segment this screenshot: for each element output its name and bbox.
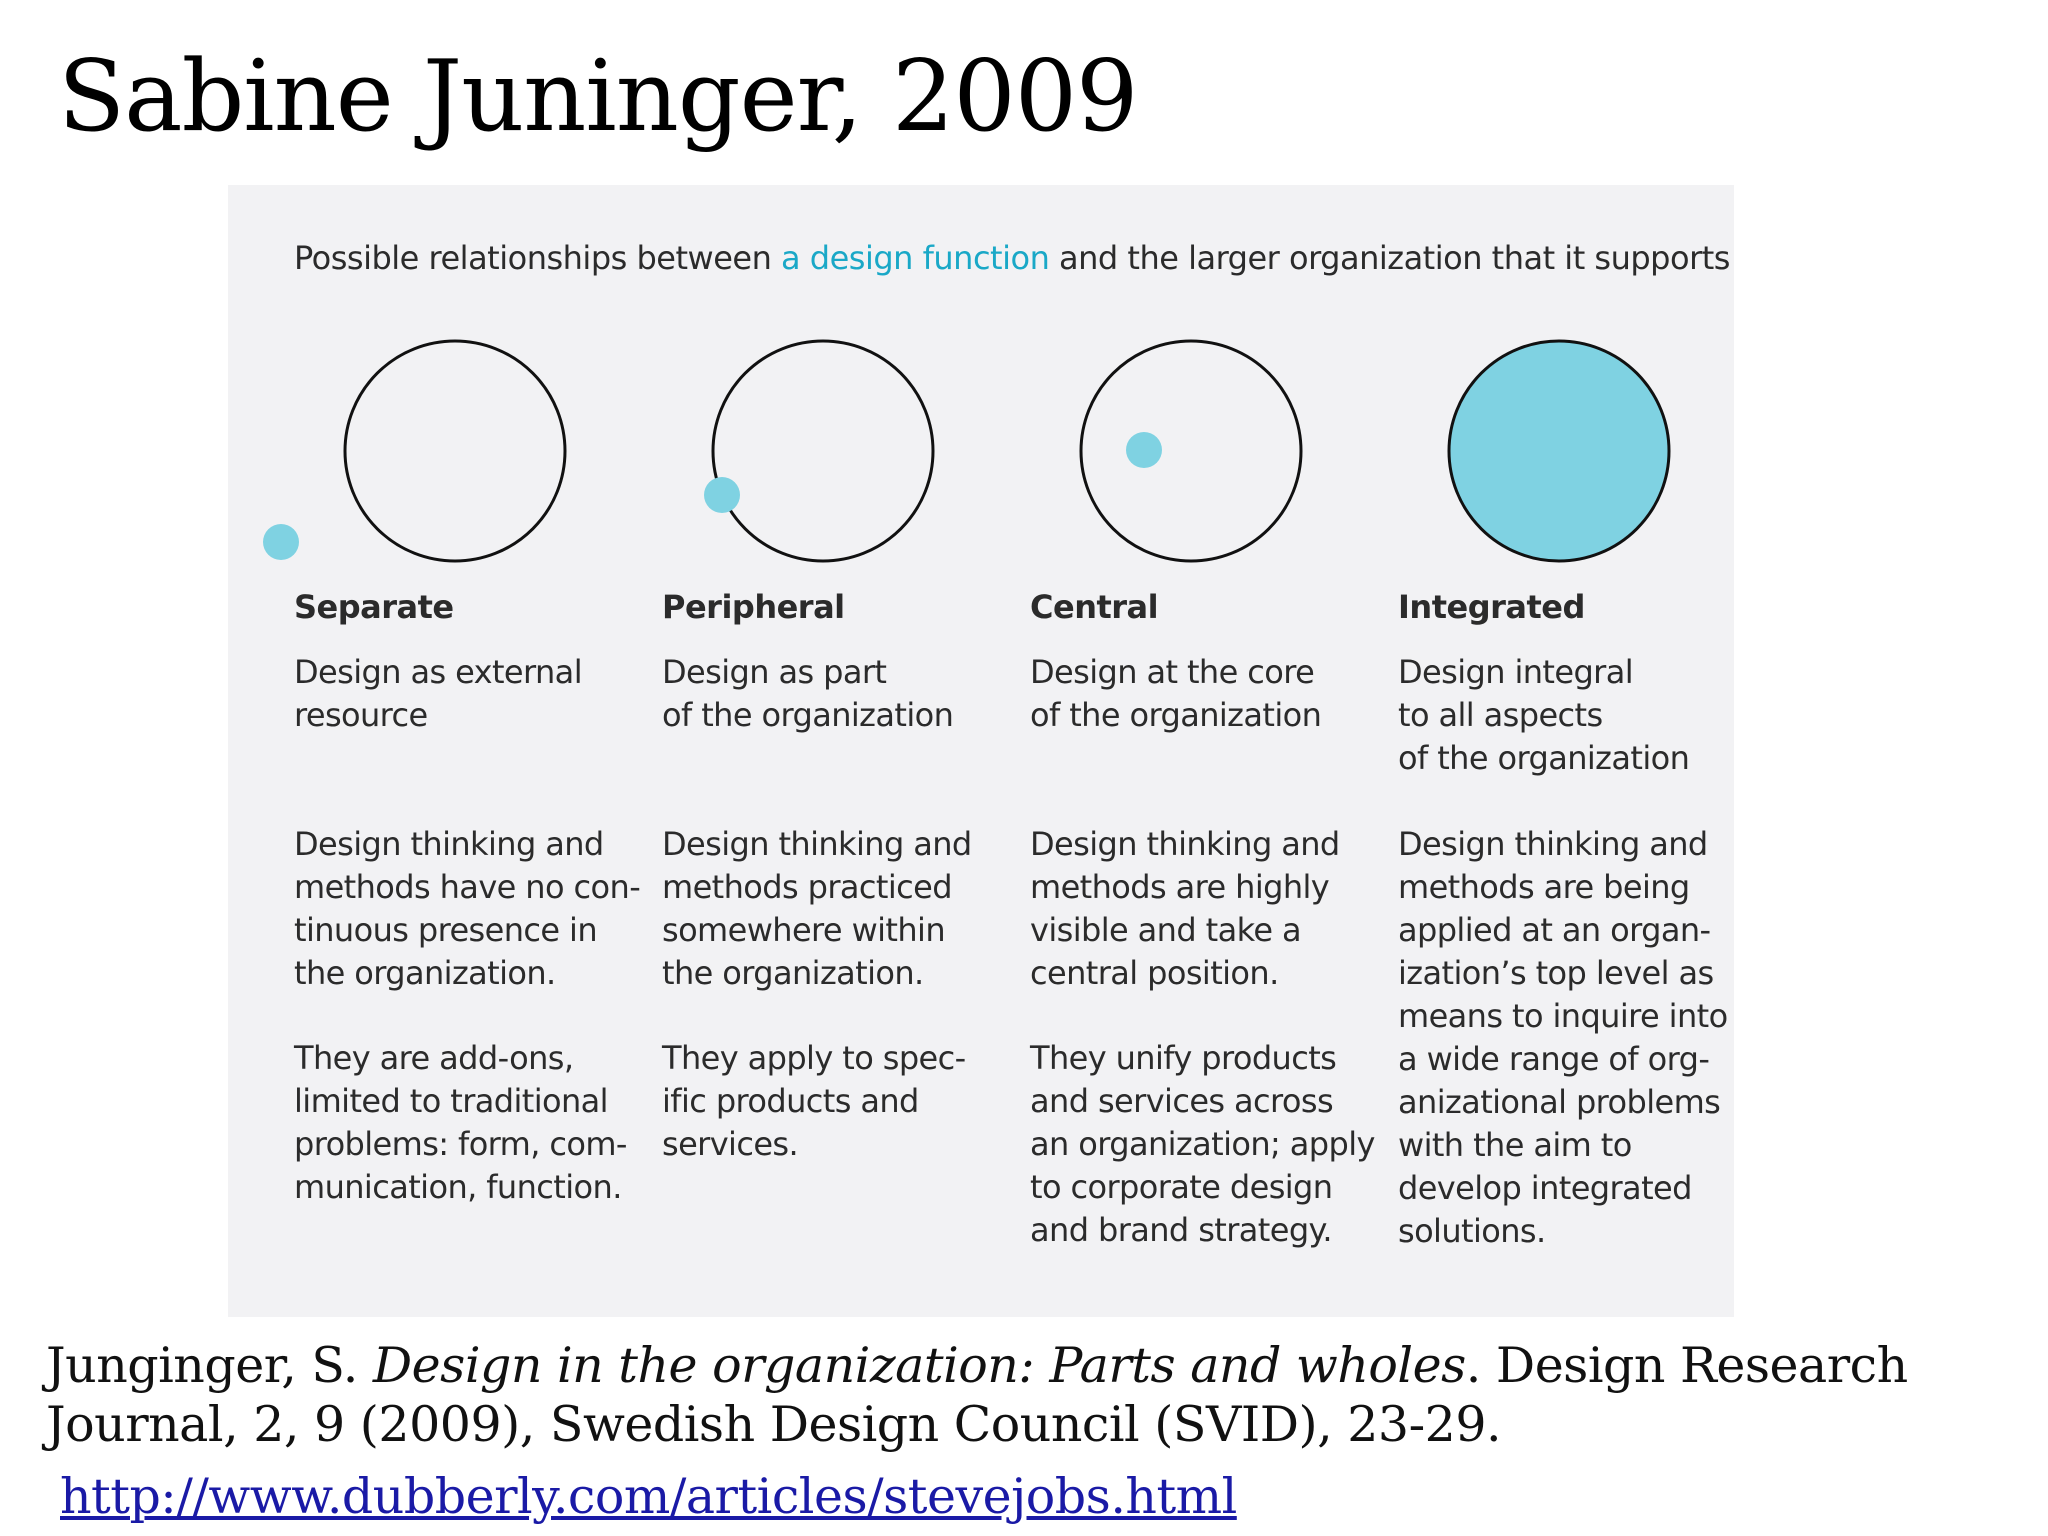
design-dot-separate <box>263 524 299 560</box>
column-role: Design integral to all aspects of the organization <box>1398 653 1690 777</box>
peripheral-diagram <box>704 341 933 561</box>
column-description: Design thinking and methods have no con- tinuous presence in the organization. <box>294 825 641 992</box>
relationship-circles <box>228 185 1734 605</box>
column-title: Separate <box>294 588 454 626</box>
caption-before: Possible relationships between <box>294 239 782 277</box>
design-dot-central <box>1126 432 1162 468</box>
column-description: Design thinking and methods practiced somewhere within the organization. <box>662 825 972 992</box>
column-title: Peripheral <box>662 588 845 626</box>
organization-circle-central <box>1081 341 1301 561</box>
organization-circle-separate <box>345 341 565 561</box>
central-diagram <box>1081 341 1301 561</box>
integrated-diagram <box>1449 341 1669 561</box>
column-role: Design at the core of the organization <box>1030 653 1322 734</box>
column-detail: They apply to spec- ific products and services. <box>662 1039 966 1163</box>
column-title: Central <box>1030 588 1159 626</box>
column-role: Design as external resource <box>294 653 582 734</box>
organization-circle-peripheral <box>713 341 933 561</box>
design-relationship-figure <box>228 185 1734 1317</box>
citation <box>46 1336 2006 1454</box>
citation-authors: Junginger, S. <box>46 1337 373 1394</box>
design-dot-peripheral <box>704 477 740 513</box>
organization-circle-integrated <box>1449 341 1669 561</box>
citation-details: . Design Research Journal, 2, 9 (2009), Swedish Design Council (SVID), 23-29. <box>46 1337 1908 1453</box>
column-peripheral <box>662 585 1022 1163</box>
citation-title: Design in the organization: Parts and wholes <box>372 1337 1466 1394</box>
caption-highlight: a design function <box>781 239 1050 277</box>
column-title: Integrated <box>1398 588 1585 626</box>
separate-diagram <box>263 341 565 561</box>
slide-title: Sabine Juninger, 2009 <box>58 40 1138 154</box>
column-integrated <box>1398 585 1734 1250</box>
column-central <box>1030 585 1390 1249</box>
column-detail: They are add-ons, limited to traditional problems: form, com- munication, function. <box>294 1039 627 1206</box>
column-detail: They unify products and services across an organization; apply to corporate design and brand strategy. <box>1030 1039 1375 1249</box>
column-separate <box>294 585 654 1206</box>
source-link[interactable]: http://www.dubberly.com/articles/stevejobs.html <box>60 1468 1237 1525</box>
column-role: Design as part of the organization <box>662 653 954 734</box>
column-description: Design thinking and methods are being applied at an organ- ization’s top level as means to inquire into a wide range of org- anizational problems with the aim to develop integrated solutions. <box>1398 825 1728 1250</box>
caption-after: and the larger organization that it supports <box>1049 239 1730 277</box>
column-description: Design thinking and methods are highly visible and take a central position. <box>1030 825 1340 992</box>
